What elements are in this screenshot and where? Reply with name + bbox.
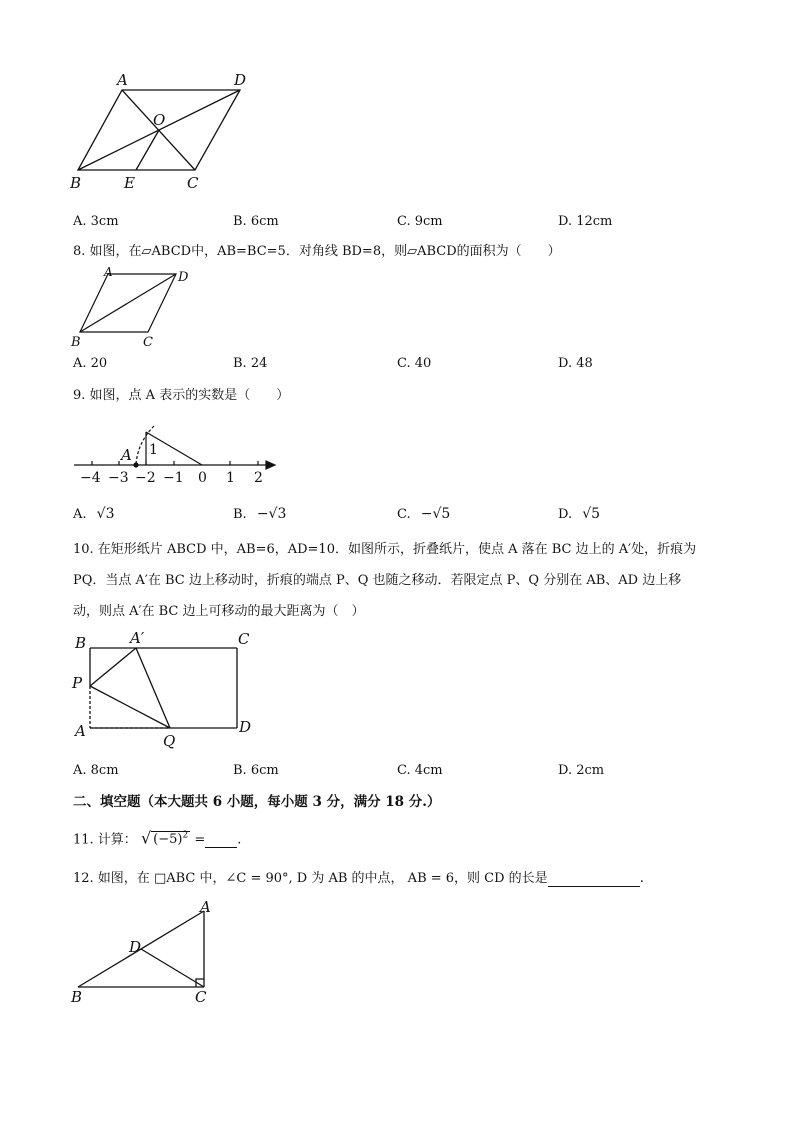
- q8-label-c: C: [143, 335, 153, 350]
- q11-equals: =: [194, 832, 206, 848]
- q12-label-d: D: [129, 938, 142, 956]
- q12-answer-blank[interactable]: [548, 872, 640, 887]
- q9-label-a: A: [121, 446, 132, 464]
- q10-label-c: C: [238, 630, 250, 648]
- q9-tick-label: −3: [108, 470, 129, 486]
- q11-question: [73, 828, 241, 848]
- q8-label-b: B: [71, 335, 81, 350]
- q11-prefix: 11. 计算：: [73, 832, 137, 848]
- q9-tick-label: −1: [163, 470, 184, 486]
- q8-parallelogram-figure: [68, 264, 198, 354]
- q7-parallelogram-figure: [60, 68, 260, 198]
- q9-option-value: −√3: [256, 506, 287, 522]
- q9-tick-label: 0: [198, 470, 207, 486]
- q7-option-c: C. 9cm: [397, 214, 443, 229]
- q12-label-b: B: [71, 988, 83, 1006]
- q8-option-a: A. 20: [73, 356, 108, 371]
- section-2-title: 二、填空题（本大题共 6 小题，每小题 3 分，满分 18 分.）: [73, 794, 441, 810]
- q9-option-b: [233, 506, 286, 523]
- q12-question: [73, 871, 644, 887]
- q8-option-c: C. 40: [397, 356, 432, 371]
- q10-label-q: Q: [163, 732, 176, 750]
- q8-option-d: D. 48: [558, 356, 593, 371]
- q10-option-c: C. 4cm: [397, 763, 443, 778]
- q9-tick-label: −4: [80, 470, 101, 486]
- q11-answer-blank[interactable]: [205, 833, 237, 848]
- q9-tick-label: 2: [254, 470, 263, 486]
- q9-option-letter: C.: [397, 507, 411, 522]
- q9-option-value: √3: [96, 506, 115, 522]
- q10-option-b: B. 6cm: [233, 763, 279, 778]
- q7-label-b: B: [70, 174, 82, 192]
- q7-label-a: A: [117, 71, 128, 89]
- q8-label-a: A: [104, 265, 113, 279]
- q9-stem: 9. 如图，点 A 表示的实数是（ ）: [73, 388, 290, 403]
- q10-label-b: B: [75, 634, 87, 652]
- sqrt-icon: √: [140, 828, 152, 848]
- q10-stem-line-2: PQ．当点 A′在 BC 边上移动时，折痕的端点 P、Q 也随之移动．若限定点 P、Q 分别在 AB、AD 边上移: [73, 573, 682, 588]
- q12-end: .: [639, 871, 644, 886]
- q9-option-letter: A.: [73, 507, 87, 522]
- q10-stem-line-3: 动，则点 A′在 BC 边上可移动的最大距离为（ ）: [73, 604, 365, 619]
- q7-label-o: O: [153, 111, 166, 129]
- q9-option-c: [397, 506, 450, 523]
- q9-option-letter: D.: [558, 507, 573, 522]
- q12-stem: 12. 如图，在 □ABC 中，∠C = 90°, D 为 AB 的中点， AB = 6，则 CD 的长是: [73, 871, 548, 886]
- q9-option-d: [558, 506, 600, 523]
- q7-label-c: C: [187, 174, 199, 192]
- q9-label-one: 1: [149, 442, 158, 458]
- q9-tick-label: 1: [226, 470, 235, 486]
- q10-label-d: D: [239, 718, 252, 736]
- q9-tick-label: −2: [135, 470, 156, 486]
- q8-stem: 8. 如图，在▱ABCD中，AB=BC=5．对角线 BD=8，则▱ABCD的面积为（ ）: [73, 244, 561, 259]
- q7-label-e: E: [124, 174, 135, 192]
- q7-label-d: D: [234, 71, 247, 89]
- q9-number-line-figure: [70, 418, 285, 492]
- q12-right-triangle-figure: [66, 896, 226, 1008]
- q12-label-a: A: [200, 898, 211, 916]
- q8-option-b: B. 24: [233, 356, 268, 371]
- q10-option-a: A. 8cm: [73, 763, 119, 778]
- q9-option-value: −√5: [420, 506, 451, 522]
- q7-option-b: B. 6cm: [233, 214, 279, 229]
- q11-radicand: $(-5)^2$: [153, 831, 189, 848]
- q10-label-a: A: [75, 722, 86, 740]
- q10-stem-line-1: 10. 在矩形纸片 ABCD 中，AB=6，AD=10．如图所示，折叠纸片，使点 A 落在 BC 边上的 A′处，折痕为: [73, 542, 697, 557]
- q9-option-value: √5: [582, 506, 601, 522]
- q8-label-d: D: [178, 270, 189, 285]
- q11-end: .: [237, 832, 242, 848]
- q9-option-letter: B.: [233, 507, 247, 522]
- q10-option-d: D. 2cm: [558, 763, 605, 778]
- q10-label-p: P: [72, 674, 83, 692]
- q10-rectangle-fold-figure: [66, 628, 266, 753]
- q12-label-c: C: [195, 988, 207, 1006]
- q9-option-a: [73, 506, 115, 523]
- q7-option-d: D. 12cm: [558, 214, 613, 229]
- q7-option-a: A. 3cm: [73, 214, 119, 229]
- q10-label-a-prime: A′: [130, 629, 145, 647]
